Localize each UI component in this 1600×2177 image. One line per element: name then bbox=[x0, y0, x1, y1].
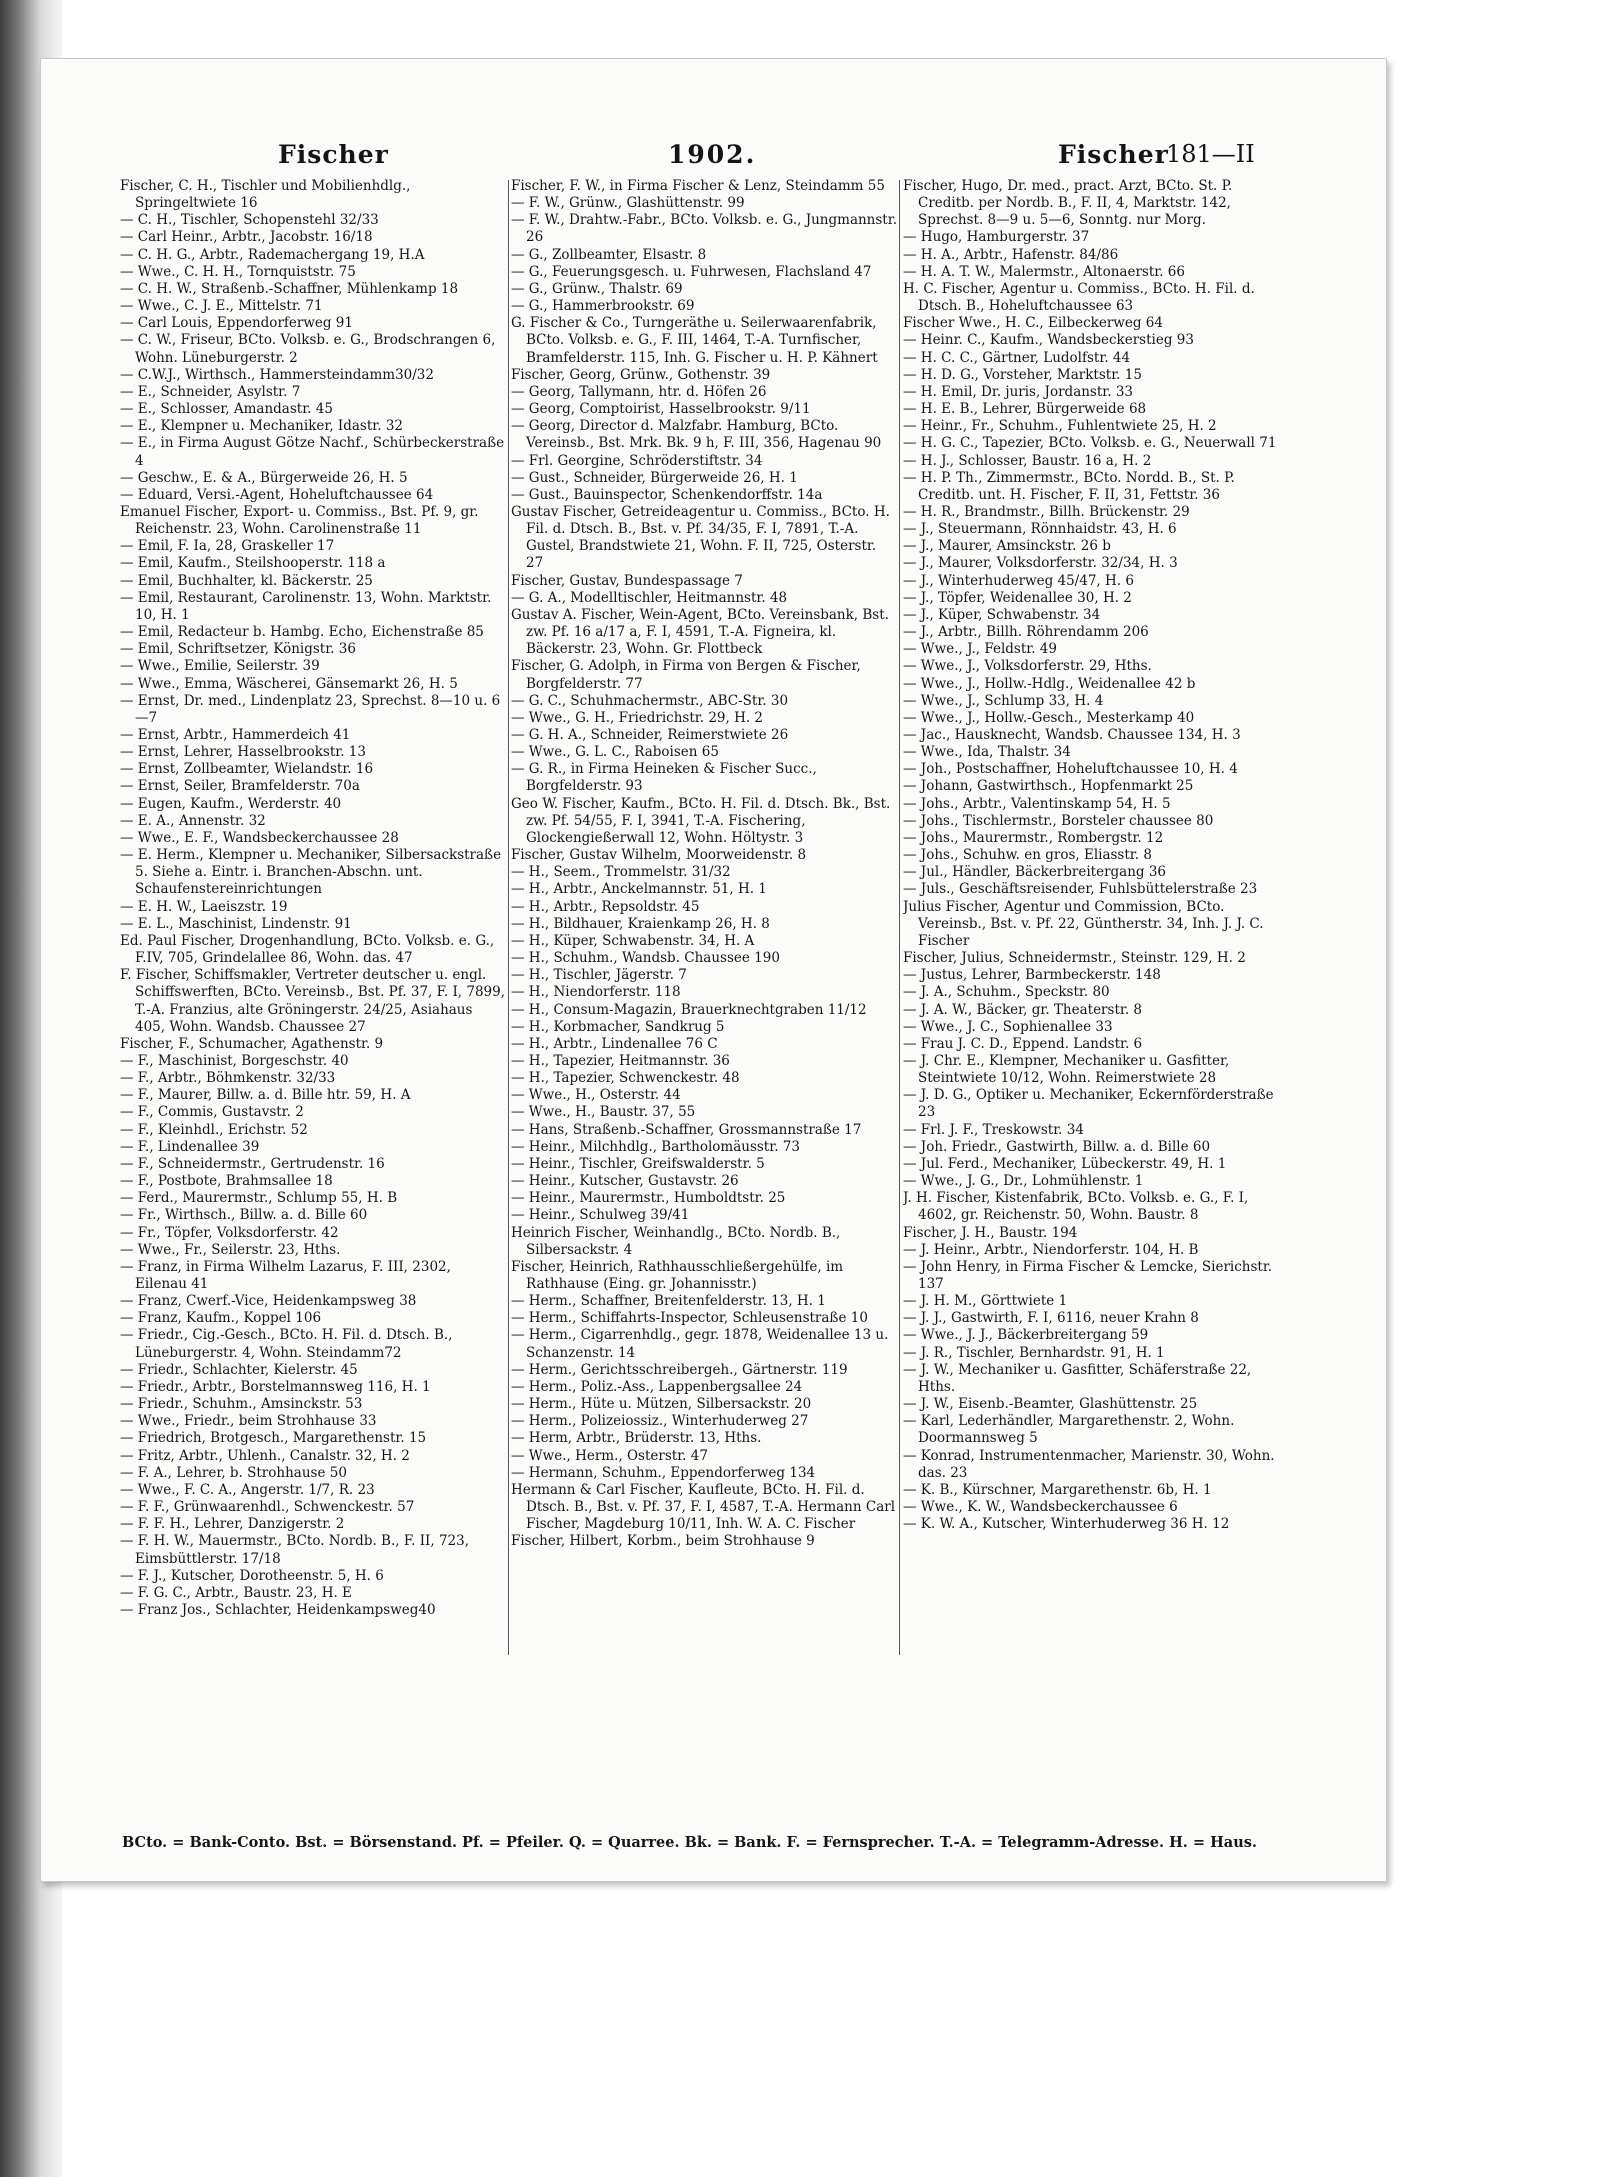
directory-entry: — Wwe., Herm., Osterstr. 47 bbox=[511, 1447, 708, 1464]
directory-entry: — Justus, Lehrer, Barmbeckerstr. 148 bbox=[903, 967, 1161, 984]
directory-entry: — Heinr., Schulweg 39/41 bbox=[511, 1207, 690, 1224]
directory-entry: — H., Tischler, Jägerstr. 7 bbox=[511, 967, 687, 984]
directory-entry: — Friedrich, Brotgesch., Margarethenstr. 15 bbox=[120, 1430, 427, 1447]
directory-entry: — Johs., Arbtr., Valentinskamp 54, H. 5 bbox=[903, 795, 1171, 812]
directory-entry: — Franz, in Firma Wilhelm Lazarus, F. III, 2302, Eilenau 41 bbox=[120, 1258, 451, 1292]
directory-column-2 bbox=[511, 178, 897, 1658]
directory-entry: — Johs., Maurermstr., Rombergstr. 12 bbox=[903, 829, 1164, 846]
directory-entry: — F. W., Grünw., Glashüttenstr. 99 bbox=[511, 195, 745, 212]
directory-entry: — Jul. Ferd., Mechaniker, Lübeckerstr. 49, H. 1 bbox=[903, 1155, 1227, 1172]
directory-entry: — F. F., Grünwaarenhdl., Schwenckestr. 57 bbox=[120, 1499, 415, 1516]
directory-entry: — Heinr. C., Kaufm., Wandsbeckerstieg 93 bbox=[903, 332, 1194, 349]
directory-entry: — F. A., Lehrer, b. Strohhause 50 bbox=[120, 1464, 347, 1481]
directory-entry: — Franz, Kaufm., Koppel 106 bbox=[120, 1310, 322, 1327]
directory-entry: — Friedr., Schlachter, Kielerstr. 45 bbox=[120, 1361, 358, 1378]
directory-entry: — F., Schneidermstr., Gertrudenstr. 16 bbox=[120, 1155, 385, 1172]
directory-entry: — Emil, Kaufm., Steilshooperstr. 118 a bbox=[120, 555, 386, 572]
directory-entry: — J. A., Schuhm., Speckstr. 80 bbox=[903, 984, 1110, 1001]
directory-entry: — Friedr., Arbtr., Borstelmannsweg 116, H. 1 bbox=[120, 1378, 431, 1395]
directory-entry: — H., Niendorferstr. 118 bbox=[511, 984, 681, 1001]
directory-entry: — G. H. A., Schneider, Reimerstwiete 26 bbox=[511, 727, 789, 743]
directory-entry: — J., Winterhuderweg 45/47, H. 6 bbox=[903, 572, 1134, 589]
directory-entry: — F., Maurer, Billw. a. d. Bille htr. 59, H. A bbox=[120, 1087, 411, 1104]
directory-entry: — Ernst, Seiler, Bramfelderstr. 70a bbox=[120, 778, 360, 795]
directory-entry: — F., Lindenallee 39 bbox=[120, 1138, 260, 1155]
directory-entry: — F., Arbtr., Böhmkenstr. 32/33 bbox=[120, 1070, 336, 1087]
directory-entry: Fischer Wwe., H. C., Eilbeckerweg 64 bbox=[903, 315, 1163, 332]
directory-entry: — E., Klempner u. Mechaniker, Idastr. 32 bbox=[120, 418, 404, 435]
directory-entry: — Carl Heinr., Arbtr., Jacobstr. 16/18 bbox=[120, 229, 373, 246]
directory-entry: — Herm., Hüte u. Mützen, Silbersackstr. 20 bbox=[511, 1396, 812, 1413]
directory-entry: — Ernst, Zollbeamter, Wielandstr. 16 bbox=[120, 761, 374, 778]
directory-entry: — Heinr., Maurermstr., Humboldtstr. 25 bbox=[511, 1190, 786, 1207]
directory-entry: — Eugen, Kaufm., Werderstr. 40 bbox=[120, 795, 342, 812]
directory-entry: — Fr., Wirthsch., Billw. a. d. Bille 60 bbox=[120, 1207, 368, 1224]
directory-column-3 bbox=[903, 178, 1289, 1658]
directory-entry: J. H. Fischer, Kistenfabrik, BCto. Volksb. e. G., F. I, 4602, gr. Reichenstr. 50, Wohn. Baustr. 8 bbox=[903, 1190, 1249, 1224]
directory-entry: Gustav Fischer, Getreideagentur u. Commiss., BCto. H. Fil. d. Dtsch. B., Bst. v. Pf. 34/35, F. I, 7891, T.-A. Gustel, Brandstwiete 21, Wohn. F. II, 725, Osterstr. 27 bbox=[511, 503, 890, 572]
directory-entry: — H., Arbtr., Anckelmannstr. 51, H. 1 bbox=[511, 881, 767, 898]
directory-entry: — Ferd., Maurermstr., Schlump 55, H. B bbox=[120, 1190, 398, 1207]
directory-entry: Fischer, Gustav, Bundespassage 7 bbox=[511, 572, 743, 589]
header-year: 1902. bbox=[668, 140, 757, 169]
directory-entry: — Heinr., Tischler, Greifswalderstr. 5 bbox=[511, 1155, 765, 1172]
directory-entry: — E. H. W., Laeiszstr. 19 bbox=[120, 898, 288, 915]
directory-entry: Heinrich Fischer, Weinhandlg., BCto. Nordb. B., Silbersackstr. 4 bbox=[511, 1224, 841, 1258]
directory-entry: — H. Emil, Dr. juris, Jordanstr. 33 bbox=[903, 383, 1134, 400]
directory-entry: — H., Arbtr., Repsoldstr. 45 bbox=[511, 898, 700, 915]
directory-entry: — Emil, Schriftsetzer, Königstr. 36 bbox=[120, 641, 356, 658]
directory-entry: — Wwe., C. J. E., Mittelstr. 71 bbox=[120, 298, 323, 315]
directory-entry: — Fr., Töpfer, Volksdorferstr. 42 bbox=[120, 1224, 339, 1241]
directory-entry: — H. E. B., Lehrer, Bürgerweide 68 bbox=[903, 401, 1147, 418]
directory-entry: — Hans, Straßenb.-Schaffner, Grossmannstraße 17 bbox=[511, 1121, 862, 1138]
directory-entry: — H. R., Brandmstr., Billh. Brückenstr. 29 bbox=[903, 503, 1190, 520]
directory-entry: — Wwe., G. H., Friedrichstr. 29, H. 2 bbox=[511, 709, 764, 726]
directory-entry: — Juls., Geschäftsreisender, Fuhlsbüttelerstraße 23 bbox=[903, 881, 1258, 898]
directory-entry: — C. H., Tischler, Schopenstehl 32/33 bbox=[120, 212, 379, 229]
directory-entry: — Herm., Schaffner, Breitenfelderstr. 13, H. 1 bbox=[511, 1293, 826, 1310]
directory-entry: Fischer, Georg, Grünw., Gothenstr. 39 bbox=[511, 366, 771, 383]
directory-entry: — H. C. C., Gärtner, Ludolfstr. 44 bbox=[903, 349, 1131, 366]
directory-entry: — J. R., Tischler, Bernhardstr. 91, H. 1 bbox=[903, 1344, 1165, 1361]
directory-entry: — Joh. Friedr., Gastwirth, Billw. a. d. Bille 60 bbox=[903, 1138, 1211, 1155]
column-divider bbox=[899, 180, 900, 1655]
directory-entry: — H., Bildhauer, Kraienkamp 26, H. 8 bbox=[511, 915, 770, 932]
directory-entry: Hermann & Carl Fischer, Kaufleute, BCto. H. Fil. d. Dtsch. B., Bst. v. Pf. 37, F. I, 4587, T.-A. Hermann Carl Fischer, Magdeburg 10/11, Inh. W. A. C. Fischer bbox=[511, 1481, 896, 1533]
directory-entry: Fischer, Gustav Wilhelm, Moorweidenstr. 8 bbox=[511, 847, 807, 864]
directory-entry: — Wwe., Friedr., beim Strohhause 33 bbox=[120, 1413, 377, 1430]
directory-entry: — Gust., Bauinspector, Schenkendorffstr. 14a bbox=[511, 486, 823, 503]
directory-entry: — G., Zollbeamter, Elsastr. 8 bbox=[511, 246, 707, 263]
directory-entry: — Frau J. C. D., Eppend. Landstr. 6 bbox=[903, 1035, 1143, 1052]
directory-entry: — H., Consum-Magazin, Brauerknechtgraben 11/12 bbox=[511, 1001, 867, 1018]
directory-entry: — J., Arbtr., Billh. Röhrendamm 206 bbox=[903, 624, 1149, 641]
directory-entry: — Emil, F. Ia, 28, Graskeller 17 bbox=[120, 538, 335, 555]
directory-entry: G. Fischer & Co., Turngeräthe u. Seilerwaarenfabrik, BCto. Volksb. e. G., F. III, 1464, T.-A. Turnfischer, Bramfelderstr. 115, Inh. G. Fischer u. H. P. Kähnert bbox=[511, 315, 878, 366]
abbreviation-legend: BCto. = Bank-Conto. Bst. = Börsenstand. Pf. = Pfeiler. Q. = Quarree. Bk. = Bank. F. = Fernsprecher. T.-A. = Telegramm-Adresse. H. = Haus. bbox=[122, 1834, 1257, 1851]
directory-entry: — Wwe., H., Baustr. 37, 55 bbox=[511, 1104, 696, 1121]
directory-entry: — F. H. W., Mauermstr., BCto. Nordb. B., F. II, 723, Eimsbüttlerstr. 17/18 bbox=[120, 1533, 469, 1567]
directory-entry: — Johs., Tischlermstr., Borsteler chaussee 80 bbox=[903, 812, 1214, 829]
directory-entry: — Herm, Arbtr., Brüderstr. 13, Hths. bbox=[511, 1430, 762, 1447]
directory-entry: — H., Arbtr., Lindenallee 76 C bbox=[511, 1035, 718, 1052]
directory-entry: — H. A. T. W., Malermstr., Altonaerstr. 66 bbox=[903, 263, 1185, 280]
page-number: 181—II bbox=[1166, 140, 1255, 168]
directory-entry: Gustav A. Fischer, Wein-Agent, BCto. Vereinsbank, Bst. zw. Pf. 16 a/17 a, F. I, 4591, T.-A. Figneira, kl. Bäckerstr. 23, Wohn. Gr. Flottbeck bbox=[511, 606, 889, 658]
directory-entry: — Wwe., H., Osterstr. 44 bbox=[511, 1087, 681, 1104]
directory-entry: — G. R., in Firma Heineken & Fischer Succ., Borgfelderstr. 93 bbox=[511, 761, 817, 795]
directory-entry: — Ernst, Arbtr., Hammerdeich 41 bbox=[120, 727, 351, 743]
directory-entry: — F. G. C., Arbtr., Baustr. 23, H. E bbox=[120, 1584, 352, 1601]
directory-entry: Geo W. Fischer, Kaufm., BCto. H. Fil. d. Dtsch. Bk., Bst. zw. Pf. 54/55, F. I, 3941, T.-A. Fischering, Glockengießerwall 12, Wohn. Höltystr. 3 bbox=[511, 795, 891, 846]
directory-entry: — H., Schuhm., Wandsb. Chaussee 190 bbox=[511, 950, 780, 967]
directory-entry: Fischer, Hilbert, Korbm., beim Strohhause 9 bbox=[511, 1533, 815, 1550]
directory-entry: — Wwe., Emma, Wäscherei, Gänsemarkt 26, H. 5 bbox=[120, 675, 458, 692]
directory-entry: — C. W., Friseur, BCto. Volksb. e. G., Brodschrangen 6, Wohn. Lüneburgerstr. 2 bbox=[120, 332, 496, 366]
directory-entry: — Joh., Postschaffner, Hoheluftchaussee 10, H. 4 bbox=[903, 761, 1238, 778]
directory-entry: — Wwe., E. F., Wandsbeckerchaussee 28 bbox=[120, 829, 399, 846]
directory-entry: — C.W.J., Wirthsch., Hammersteindamm30/32 bbox=[120, 366, 434, 383]
directory-entry: — G. A., Modelltischler, Heitmannstr. 48 bbox=[511, 589, 788, 606]
directory-entry: — J. W., Eisenb.-Beamter, Glashüttenstr. 25 bbox=[903, 1396, 1198, 1413]
directory-entry: — Emil, Restaurant, Carolinenstr. 13, Wohn. Marktstr. 10, H. 1 bbox=[120, 589, 492, 623]
directory-entry: — Georg, Director d. Malzfabr. Hamburg, BCto. Vereinsb., Bst. Mrk. Bk. 9 h, F. III, 356, Hagenau 90 bbox=[511, 418, 882, 452]
directory-entry: — Johs., Schuhw. en gros, Eliasstr. 8 bbox=[903, 847, 1152, 864]
directory-entry: — Wwe., J., Volksdorferstr. 29, Hths. bbox=[903, 658, 1152, 675]
directory-entry: — Fritz, Arbtr., Uhlenh., Canalstr. 32, H. 2 bbox=[120, 1447, 410, 1464]
directory-entry: — E., Schneider, Asylstr. 7 bbox=[120, 383, 301, 400]
directory-entry: — F. F. H., Lehrer, Danzigerstr. 2 bbox=[120, 1516, 345, 1533]
directory-entry: — Herm., Gerichtsschreibergeh., Gärtnerstr. 119 bbox=[511, 1361, 848, 1378]
directory-entry: — J. H. M., Görttwiete 1 bbox=[903, 1293, 1068, 1310]
directory-entry: — Geschw., E. & A., Bürgerweide 26, H. 5 bbox=[120, 469, 408, 486]
directory-entry: — J. J., Gastwirth, F. I, 6116, neuer Krahn 8 bbox=[903, 1310, 1199, 1327]
directory-entry: — Wwe., J. C., Sophienallee 33 bbox=[903, 1018, 1113, 1035]
page-header bbox=[0, 140, 1600, 174]
directory-entry: — H. D. G., Vorsteher, Marktstr. 15 bbox=[903, 366, 1142, 383]
directory-entry: — Wwe., K. W., Wandsbeckerchaussee 6 bbox=[903, 1499, 1178, 1516]
directory-entry: — Heinr., Kutscher, Gustavstr. 26 bbox=[511, 1173, 739, 1190]
directory-entry: — F., Postbote, Brahmsallee 18 bbox=[120, 1173, 333, 1190]
directory-entry: — K. W. A., Kutscher, Winterhuderweg 36 H. 12 bbox=[903, 1516, 1230, 1533]
directory-entry: — J. A. W., Bäcker, gr. Theaterstr. 8 bbox=[903, 1001, 1143, 1018]
directory-entry: — C. H. W., Straßenb.-Schaffner, Mühlenkamp 18 bbox=[120, 280, 459, 297]
directory-entry: — F., Kleinhdl., Erichstr. 52 bbox=[120, 1121, 308, 1138]
directory-entry: — Hermann, Schuhm., Eppendorferweg 134 bbox=[511, 1464, 816, 1481]
directory-entry: — Wwe., F. C. A., Angerstr. 1/7, R. 23 bbox=[120, 1481, 375, 1498]
directory-entry: F. Fischer, Schiffsmakler, Vertreter deutscher u. engl. Schiffswerften, BCto. Vereinsb., Bst. Pf. 37, F. I, 7899, T.-A. Franzius, alte Gröningerstr. 24/25, Asiahaus 405, Wohn. Wandsb. Chaussee 27 bbox=[120, 967, 506, 1035]
directory-entry: — Georg, Tallymann, htr. d. Höfen 26 bbox=[511, 383, 767, 400]
directory-entry: — Herm., Polizeiossiz., Winterhuderweg 27 bbox=[511, 1413, 809, 1430]
directory-column-1 bbox=[120, 178, 506, 1658]
directory-entry: — Jac., Hausknecht, Wandsb. Chaussee 134, H. 3 bbox=[903, 727, 1241, 743]
directory-entry: — Frl. Georgine, Schröderstiftstr. 34 bbox=[511, 452, 763, 469]
directory-entry: — Franz, Cwerf.-Vice, Heidenkampsweg 38 bbox=[120, 1293, 417, 1310]
directory-entry: — Herm., Schiffahrts-Inspector, Schleusenstraße 10 bbox=[511, 1310, 868, 1327]
directory-entry: — H. P. Th., Zimmermstr., BCto. Nordd. B., St. P. Creditb. unt. H. Fischer, F. II, 31, Fettstr. 36 bbox=[903, 469, 1235, 503]
directory-entry: — Georg, Comptoirist, Hasselbrookstr. 9/11 bbox=[511, 401, 811, 418]
directory-entry: — H. J., Schlosser, Baustr. 16 a, H. 2 bbox=[903, 452, 1152, 469]
directory-entry: — Wwe., J. G., Dr., Lohmühlenstr. 1 bbox=[903, 1173, 1144, 1190]
directory-entry: — J. D. G., Optiker u. Mechaniker, Eckernförderstraße 23 bbox=[903, 1087, 1274, 1121]
directory-entry: — H. A., Arbtr., Hafenstr. 84/86 bbox=[903, 246, 1119, 263]
directory-entry: Emanuel Fischer, Export- u. Commiss., Bst. Pf. 9, gr. Reichenstr. 23, Wohn. Carolinenstraße 11 bbox=[120, 503, 479, 538]
directory-entry: — Ernst, Dr. med., Lindenplatz 23, Sprechst. 8—10 u. 6—7 bbox=[120, 692, 501, 726]
directory-entry: — G., Feuerungsgesch. u. Fuhrwesen, Flachsland 47 bbox=[511, 263, 872, 280]
directory-entry: Fischer, Julius, Schneidermstr., Steinstr. 129, H. 2 bbox=[903, 950, 1246, 967]
directory-entry: — J. Chr. E., Klempner, Mechaniker u. Gasfitter, Steintwiete 10/12, Wohn. Reimerstwiete 28 bbox=[903, 1052, 1230, 1087]
directory-entry: Fischer, G. Adolph, in Firma von Bergen & Fischer, Borgfelderstr. 77 bbox=[511, 658, 861, 692]
directory-entry: Fischer, F., Schumacher, Agathenstr. 9 bbox=[120, 1035, 384, 1052]
directory-entry: — J., Steuermann, Rönnhaidstr. 43, H. 6 bbox=[903, 521, 1177, 538]
directory-entry: — H., Korbmacher, Sandkrug 5 bbox=[511, 1018, 725, 1035]
directory-entry: — Eduard, Versi.-Agent, Hoheluftchaussee 64 bbox=[120, 486, 434, 503]
directory-entry: Ed. Paul Fischer, Drogenhandlung, BCto. Volksb. e. G., F.IV, 705, Grindelallee 86, Wohn. das. 47 bbox=[120, 932, 495, 967]
directory-entry: — John Henry, in Firma Fischer & Lemcke, Sierichstr. 137 bbox=[903, 1258, 1273, 1292]
column-divider bbox=[508, 180, 509, 1655]
directory-entry: — J. W., Mechaniker u. Gasfitter, Schäferstraße 22, Hths. bbox=[903, 1361, 1252, 1395]
directory-entry: — Heinr., Milchhdlg., Bartholomäusstr. 73 bbox=[511, 1138, 800, 1155]
header-surname-right: Fischer bbox=[1058, 140, 1169, 169]
directory-entry: — J. Heinr., Arbtr., Niendorferstr. 104, H. B bbox=[903, 1241, 1199, 1258]
directory-entry: — Wwe., J., Feldstr. 49 bbox=[903, 641, 1057, 658]
directory-entry: Fischer, J. H., Baustr. 194 bbox=[903, 1224, 1078, 1241]
directory-entry: H. C. Fischer, Agentur u. Commiss., BCto. H. Fil. d. Dtsch. B., Hoheluftchaussee 63 bbox=[903, 280, 1255, 315]
directory-entry: Fischer, Hugo, Dr. med., pract. Arzt, BCto. St. P. Creditb. per Nordb. B., F. II, 4, Marktstr. 142, Sprechst. 8—9 u. 5—6, Sonntg. nur Morg. bbox=[903, 178, 1233, 229]
directory-entry: — Emil, Redacteur b. Hambg. Echo, Eichenstraße 85 bbox=[120, 624, 484, 641]
directory-entry: Julius Fischer, Agentur und Commission, BCto. Vereinsb., Bst. v. Pf. 22, Güntherstr. 34, Inh. J. J. C. Fischer bbox=[903, 898, 1264, 949]
directory-entry: — Wwe., C. H. H., Tornquiststr. 75 bbox=[120, 263, 356, 280]
directory-entry: — E. A., Annenstr. 32 bbox=[120, 812, 266, 829]
directory-entry: — C. H. G., Arbtr., Rademachergang 19, H.A bbox=[120, 246, 425, 263]
directory-entry: — E., Schlosser, Amandastr. 45 bbox=[120, 401, 333, 418]
directory-entry: — Karl, Lederhändler, Margarethenstr. 2, Wohn. Doormannsweg 5 bbox=[903, 1413, 1235, 1447]
directory-entry: — G., Grünw., Thalstr. 69 bbox=[511, 280, 683, 297]
directory-entry: — F. J., Kutscher, Dorotheenstr. 5, H. 6 bbox=[120, 1567, 384, 1584]
directory-entry: — F. W., Drahtw.-Fabr., BCto. Volksb. e. G., Jungmannstr. 26 bbox=[511, 212, 897, 246]
directory-entry: — Gust., Schneider, Bürgerweide 26, H. 1 bbox=[511, 469, 798, 486]
directory-entry: — Johann, Gastwirthsch., Hopfenmarkt 25 bbox=[903, 778, 1194, 795]
directory-entry: — Wwe., J. J., Bäckerbreitergang 59 bbox=[903, 1327, 1149, 1344]
directory-entry: — Emil, Buchhalter, kl. Bäckerstr. 25 bbox=[120, 572, 373, 589]
directory-entry: — E. Herm., Klempner u. Mechaniker, Silbersackstraße 5. Siehe a. Eintr. i. Branchen-Abschn. unt. Schaufenstereinrichtungen bbox=[120, 847, 502, 898]
directory-entry: — Wwe., J., Schlump 33, H. 4 bbox=[903, 692, 1104, 709]
directory-entry: Fischer, C. H., Tischler und Mobilienhdlg., Springeltwiete 16 bbox=[120, 178, 411, 212]
directory-entry: — H., Küper, Schwabenstr. 34, H. A bbox=[511, 932, 755, 949]
directory-entry: — Ernst, Lehrer, Hasselbrookstr. 13 bbox=[120, 744, 366, 761]
directory-entry: — H., Tapezier, Schwenckestr. 48 bbox=[511, 1070, 740, 1087]
directory-entry: — J., Töpfer, Weidenallee 30, H. 2 bbox=[903, 589, 1132, 606]
directory-entry: — J., Küper, Schwabenstr. 34 bbox=[903, 606, 1101, 623]
directory-entry: — Frl. J. F., Treskowstr. 34 bbox=[903, 1121, 1084, 1138]
directory-entry: — Konrad, Instrumentenmacher, Marienstr. 30, Wohn. das. 23 bbox=[903, 1447, 1275, 1481]
directory-entry: — G. C., Schuhmachermstr., ABC-Str. 30 bbox=[511, 692, 789, 709]
directory-entry: — Carl Louis, Eppendorferweg 91 bbox=[120, 315, 353, 332]
directory-entry: — Heinr., Fr., Schuhm., Fuhlentwiete 25, H. 2 bbox=[903, 418, 1217, 435]
directory-entry: — Hugo, Hamburgerstr. 37 bbox=[903, 229, 1090, 246]
directory-entry: — Wwe., Emilie, Seilerstr. 39 bbox=[120, 658, 320, 675]
directory-entry: — Wwe., Fr., Seilerstr. 23, Hths. bbox=[120, 1241, 341, 1258]
directory-entry: — F., Maschinist, Borgeschstr. 40 bbox=[120, 1052, 349, 1069]
directory-entry: — Herm., Poliz.-Ass., Lappenbergsallee 24 bbox=[511, 1378, 803, 1395]
directory-entry: Fischer, F. W., in Firma Fischer & Lenz, Steindamm 55 bbox=[511, 178, 885, 194]
directory-entry: — H., Seem., Trommelstr. 31/32 bbox=[511, 864, 731, 881]
directory-entry: — Franz Jos., Schlachter, Heidenkampsweg40 bbox=[120, 1601, 436, 1618]
directory-entry: — Wwe., J., Hollw.-Hdlg., Weidenallee 42 b bbox=[903, 675, 1196, 692]
directory-entry: — H., Tapezier, Heitmannstr. 36 bbox=[511, 1052, 730, 1069]
directory-entry: — Friedr., Schuhm., Amsinckstr. 53 bbox=[120, 1396, 363, 1413]
directory-entry: — E., in Firma August Götze Nachf., Schürbeckerstraße 4 bbox=[120, 435, 505, 469]
directory-entry: — Jul., Händler, Bäckerbreitergang 36 bbox=[903, 864, 1167, 881]
directory-entry: — Wwe., G. L. C., Raboisen 65 bbox=[511, 744, 719, 761]
directory-entry: — G., Hammerbrookstr. 69 bbox=[511, 298, 695, 315]
directory-entry: — Friedr., Cig.-Gesch., BCto. H. Fil. d. Dtsch. B., Lüneburgerstr. 4, Wohn. Steindamm72 bbox=[120, 1327, 453, 1361]
directory-entry: — H. G. C., Tapezier, BCto. Volksb. e. G., Neuerwall 71 bbox=[903, 435, 1277, 452]
directory-entry: — E. L., Maschinist, Lindenstr. 91 bbox=[120, 915, 352, 932]
directory-entry: — F., Commis, Gustavstr. 2 bbox=[120, 1104, 304, 1121]
directory-entry: — J., Maurer, Volksdorferstr. 32/34, H. 3 bbox=[903, 555, 1178, 572]
directory-entry: — Wwe., Ida, Thalstr. 34 bbox=[903, 744, 1071, 761]
directory-entry: — Wwe., J., Hollw.-Gesch., Mesterkamp 40 bbox=[903, 709, 1195, 726]
directory-entry: Fischer, Heinrich, Rathhausschließergehülfe, im Rathhause (Eing. gr. Johannisstr.) bbox=[511, 1258, 844, 1292]
directory-entry: — Herm., Cigarrenhdlg., gegr. 1878, Weidenallee 13 u. Schanzenstr. 14 bbox=[511, 1327, 889, 1361]
header-surname-left: Fischer bbox=[278, 140, 389, 169]
directory-entry: — K. B., Kürschner, Margarethenstr. 6b, H. 1 bbox=[903, 1481, 1212, 1498]
directory-entry: — J., Maurer, Amsinckstr. 26 b bbox=[903, 538, 1111, 555]
